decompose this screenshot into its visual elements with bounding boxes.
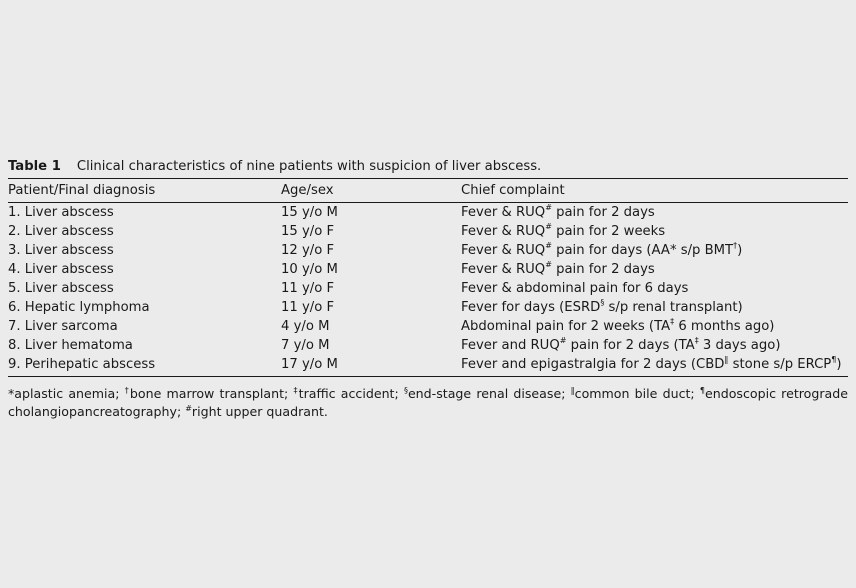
footnote-mark: #: [559, 335, 567, 345]
complaint-text: pain for 2 days: [551, 205, 655, 220]
cell-diagnosis: 3. Liver abscess: [8, 243, 114, 258]
table-row: [8, 241, 848, 260]
footnote-symbol: §: [403, 385, 408, 395]
footnote-text: right upper quadrant.: [191, 404, 328, 419]
cell-chief-complaint: [461, 260, 848, 279]
footnote-item: [404, 386, 566, 401]
table-row: [8, 317, 848, 336]
footnote-item: [125, 386, 289, 401]
cell-age-sex: 15 y/o M: [281, 205, 338, 220]
header-row: [8, 179, 848, 202]
table-row: [8, 260, 848, 279]
complaint-text: ): [836, 357, 842, 372]
table-row: [8, 222, 848, 241]
cell-age-sex: 11 y/o F: [281, 281, 335, 296]
footnote-symbol: †: [124, 385, 130, 395]
complaint-text: Fever for days (ESRD: [461, 300, 601, 315]
complaint-text: Fever & RUQ: [461, 262, 546, 277]
cell-chief-complaint: [461, 336, 848, 355]
footnote-mark: ¶: [831, 354, 837, 364]
cell-diagnosis: 8. Liver hematoma: [8, 338, 133, 353]
footnote-item: [293, 386, 398, 401]
cell-chief-complaint: [461, 298, 848, 317]
footnote-symbol: ‖: [570, 385, 575, 395]
table-block: [8, 156, 848, 421]
complaint-text: Fever and epigastralgia for 2 days (CBD: [461, 357, 725, 372]
footnote-mark: #: [545, 259, 552, 269]
table-caption: [8, 156, 848, 178]
cell-chief-complaint: [461, 355, 848, 376]
cell-diagnosis: 6. Hepatic lymphoma: [8, 300, 150, 315]
cell-chief-complaint: [461, 241, 848, 260]
footnote-text: end-stage renal disease;: [407, 386, 566, 401]
cell-age-sex: 11 y/o F: [281, 300, 335, 315]
cell-chief-complaint: [461, 317, 848, 336]
footnote-item: [8, 386, 120, 401]
footnote-symbol: *: [8, 386, 15, 401]
footnote-mark: †: [733, 240, 738, 250]
cell-diagnosis: 4. Liver abscess: [8, 262, 114, 277]
cell-diagnosis: 1. Liver abscess: [8, 205, 114, 220]
cell-age-sex: 7 y/o M: [281, 338, 330, 353]
table-row: [8, 298, 848, 317]
complaint-text: pain for 2 weeks: [551, 224, 666, 239]
footnote-mark: #: [545, 221, 552, 231]
footnote-mark: §: [600, 297, 605, 307]
complaint-text: Fever and RUQ: [461, 338, 560, 353]
header-chief-complaint: Chief complaint: [461, 183, 565, 198]
cell-diagnosis: 9. Perihepatic abscess: [8, 357, 156, 372]
complaint-text: s/p renal transplant): [604, 300, 743, 315]
header-diagnosis: Patient/Final diagnosis: [8, 183, 156, 198]
cell-chief-complaint: [461, 279, 848, 298]
cell-age-sex: 15 y/o F: [281, 224, 335, 239]
complaint-text: 3 days ago): [698, 338, 781, 353]
footnote-mark: ‖: [724, 354, 729, 364]
table-row: [8, 336, 848, 355]
footnote-symbol: #: [185, 403, 192, 413]
table-title: Clinical characteristics of nine patients with suspicion of liver abscess.: [76, 159, 542, 174]
footnote-item: [185, 404, 328, 419]
table-row: [8, 203, 848, 222]
cell-age-sex: 12 y/o F: [281, 243, 335, 258]
complaint-text: pain for 2 days: [551, 262, 655, 277]
footnote-mark: #: [545, 202, 552, 212]
header-age-sex: Age/sex: [281, 183, 334, 198]
footnote-text: bone marrow transplant;: [129, 386, 289, 401]
table-label: Table 1: [8, 159, 61, 174]
complaint-text: ): [737, 243, 743, 258]
footnote-mark: ‡: [670, 316, 675, 326]
complaint-text: pain for days (AA* s/p BMT: [551, 243, 734, 258]
table-row: [8, 279, 848, 298]
footnote-text: aplastic anemia;: [14, 386, 120, 401]
footnote-mark: #: [545, 240, 552, 250]
cell-age-sex: 17 y/o M: [281, 357, 338, 372]
footnote-text: endoscopic retrograde cholangiopancreatography;: [8, 386, 849, 419]
cell-diagnosis: 5. Liver abscess: [8, 281, 114, 296]
cell-age-sex: 4 y/o M: [281, 319, 330, 334]
complaint-text: stone s/p ERCP: [728, 357, 832, 372]
complaint-text: Abdominal pain for 2 weeks (TA: [461, 319, 671, 334]
table-footnotes: [8, 385, 848, 421]
complaint-text: Fever & RUQ: [461, 224, 546, 239]
complaint-text: 6 months ago): [674, 319, 775, 334]
table-row: [8, 355, 848, 376]
cell-chief-complaint: [461, 222, 848, 241]
footnote-text: traffic accident;: [298, 386, 399, 401]
footnote-mark: ‡: [694, 335, 699, 345]
complaint-text: Fever & RUQ: [461, 243, 546, 258]
complaint-text: pain for 2 days (TA: [566, 338, 695, 353]
table-body: [8, 202, 848, 376]
footnote-text: common bile duct;: [574, 386, 695, 401]
bottom-rule: [8, 376, 848, 377]
cell-age-sex: 10 y/o M: [281, 262, 338, 277]
cell-diagnosis: 2. Liver abscess: [8, 224, 114, 239]
cell-chief-complaint: [461, 203, 848, 222]
clinical-characteristics-table: [8, 179, 848, 376]
cell-diagnosis: 7. Liver sarcoma: [8, 319, 118, 334]
complaint-text: Fever & abdominal pain for 6 days: [461, 281, 689, 296]
footnote-symbol: ¶: [699, 385, 705, 395]
footnote-item: [571, 386, 695, 401]
complaint-text: Fever & RUQ: [461, 205, 546, 220]
footnote-symbol: ‡: [293, 385, 299, 395]
